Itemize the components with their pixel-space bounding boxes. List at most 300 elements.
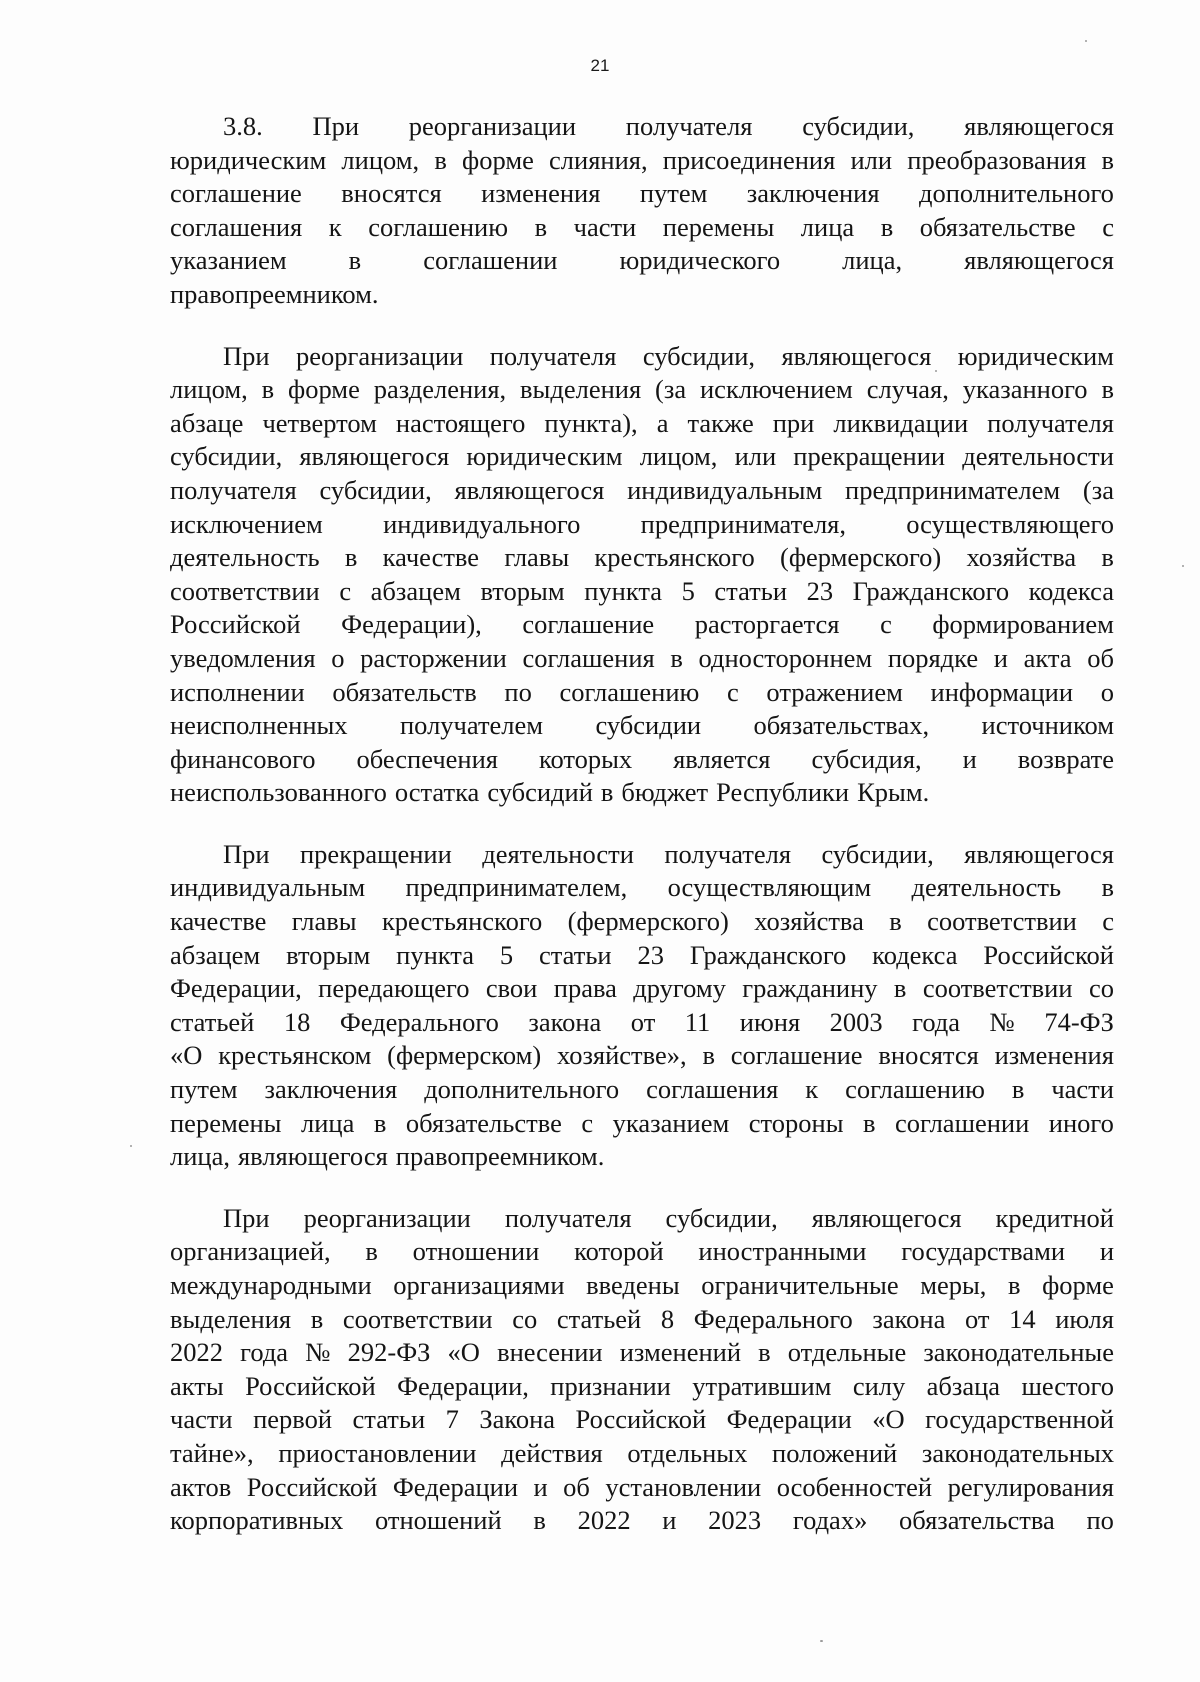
word: № (305, 1337, 331, 1368)
word: При (312, 111, 360, 141)
word: субсидии, (821, 838, 934, 869)
word: получателя (489, 340, 617, 371)
word: лица (301, 1107, 355, 1138)
word: являющегося (964, 245, 1114, 276)
word: качестве (382, 542, 480, 573)
word: крестьянском (218, 1040, 372, 1071)
word: со (1088, 973, 1114, 1004)
word: организацией, (170, 1236, 331, 1267)
text-line (170, 575, 1114, 609)
word: закона (528, 1006, 602, 1037)
word: четвертом (262, 407, 377, 438)
word: соглашению (368, 211, 509, 242)
text-line (170, 1235, 1114, 1269)
word: выделения (520, 374, 642, 405)
word: особенностей (776, 1471, 933, 1502)
word: с (727, 676, 739, 707)
word: исключением (170, 508, 323, 539)
word: (фермерского) (567, 906, 729, 937)
word: в (434, 144, 447, 175)
scan-speck (1085, 40, 1087, 42)
text-line (170, 1437, 1114, 1471)
word: вторым (286, 939, 371, 970)
text-line (170, 1303, 1114, 1337)
word: статьи (352, 1404, 426, 1435)
word: лицом, (170, 374, 248, 405)
text-line (170, 373, 1114, 407)
word: 23 (637, 939, 664, 970)
word: пункта), (544, 407, 638, 438)
word: субсидия, (811, 743, 922, 774)
word: юридическим (466, 441, 623, 472)
word: Федерации, (170, 973, 302, 1004)
word: (за (655, 374, 687, 405)
word: обязательстве (919, 211, 1076, 242)
word: в (1008, 1270, 1021, 1300)
word: июля (1055, 1303, 1114, 1334)
word: иностранными (698, 1236, 867, 1267)
word: путем (639, 178, 708, 209)
document-body (170, 110, 1114, 1566)
text-line (170, 144, 1114, 178)
word: заключения (264, 1074, 398, 1105)
word: статьей (170, 1006, 255, 1037)
word: соответствии (342, 1303, 493, 1334)
word: установлении (605, 1471, 762, 1502)
text-line (170, 211, 1114, 245)
word: являющегося (299, 441, 450, 472)
word: являющегося (237, 1141, 388, 1172)
word: хозяйства (966, 542, 1077, 573)
word: субсидий (487, 777, 593, 808)
word: года (912, 1006, 961, 1037)
word: части (573, 211, 637, 242)
word: получателя (625, 111, 753, 141)
word: а (656, 407, 669, 438)
word: являющегося (811, 1202, 962, 1233)
word: с (1102, 906, 1114, 937)
word: законодательные (923, 1337, 1114, 1368)
word: акты (170, 1370, 224, 1401)
word: дополнительного (424, 1074, 620, 1105)
word: Крым. (857, 777, 930, 808)
word: настоящего (395, 407, 526, 438)
word: к (328, 211, 342, 242)
word: обязательств (332, 676, 477, 707)
word: субсидии, (642, 340, 756, 371)
word: и (962, 743, 977, 774)
paragraph (170, 1202, 1114, 1538)
text-line (170, 407, 1114, 441)
word: от (630, 1006, 656, 1037)
word: годах» (792, 1505, 868, 1536)
word: реорганизации (408, 111, 577, 141)
word: При (223, 838, 270, 869)
text-line (170, 1039, 1114, 1073)
word: акта (1023, 642, 1072, 673)
word: которых (538, 743, 633, 774)
word: Российской (245, 1370, 376, 1401)
word: регулирования (947, 1471, 1114, 1502)
word: обеспечения (356, 743, 498, 774)
scan-speck (130, 1145, 132, 1147)
text-line (170, 905, 1114, 939)
word: законодательных (921, 1437, 1114, 1468)
word: соглашению (845, 1074, 985, 1105)
word: 3.8. (223, 111, 263, 141)
word: 23 (806, 575, 834, 606)
word: о (1100, 676, 1114, 707)
word: указанием (612, 1107, 730, 1138)
word: 2022 (577, 1505, 631, 1536)
word: международными (170, 1270, 372, 1300)
text-line (170, 776, 1114, 810)
word: в (365, 1236, 378, 1267)
word: путем (170, 1074, 238, 1105)
paragraph (170, 340, 1114, 810)
word: обязательства (899, 1505, 1055, 1536)
word: соглашение (170, 178, 302, 209)
word: Закона (479, 1404, 556, 1435)
word: прекращении (300, 838, 452, 869)
word: исключением (700, 374, 853, 405)
word: кодекса (872, 939, 958, 970)
paragraph (170, 110, 1114, 312)
word: (фермерском) (387, 1040, 542, 1071)
word: индивидуальным (170, 872, 366, 903)
word: силу (852, 1370, 906, 1401)
word: к (805, 1074, 819, 1105)
word: части (170, 1404, 233, 1435)
word: Республики (716, 777, 850, 808)
word: прекращении (793, 441, 946, 472)
word: соответствии (922, 973, 1073, 1004)
word: субсидии, (802, 111, 915, 141)
word: в (1101, 872, 1114, 903)
word: и (1099, 1236, 1114, 1267)
word: 11 (684, 1006, 711, 1037)
word: случая, (866, 374, 949, 405)
word: крестьянского (381, 906, 543, 937)
word: или (850, 144, 893, 175)
word: лица (800, 211, 855, 242)
word: юридическим (957, 340, 1114, 371)
word: в (758, 1337, 771, 1368)
word: пункта (396, 939, 474, 970)
word: одностороннем (698, 642, 873, 673)
text-line (170, 676, 1114, 710)
word: При (223, 1202, 270, 1233)
word: и (662, 1505, 677, 1536)
text-line (170, 110, 1114, 144)
word: отдельных (627, 1437, 748, 1468)
text-line (170, 743, 1114, 777)
word: абзацем (170, 939, 261, 970)
word: в (889, 906, 902, 937)
word: расторгается (694, 609, 840, 640)
text-line (170, 278, 1114, 312)
word: соответствии (170, 575, 320, 606)
text-line (170, 508, 1114, 542)
text-line (170, 972, 1114, 1006)
word: в (893, 973, 907, 1004)
word: признании (550, 1370, 671, 1401)
word: части (1051, 1074, 1114, 1105)
word: гражданину (742, 973, 878, 1004)
word: другому (633, 973, 726, 1004)
word: юридическим (170, 144, 327, 175)
word: по (504, 676, 532, 707)
word: июня (739, 1006, 801, 1037)
word: предпринимателем, (405, 872, 628, 903)
word: вторым (480, 575, 565, 606)
word: Федерации, (397, 1370, 529, 1401)
text-line (170, 1140, 1114, 1174)
word: лицом, (341, 144, 420, 175)
word: 14 (1009, 1303, 1036, 1334)
word: юридического (619, 245, 781, 276)
text-line (170, 709, 1114, 743)
word: деятельность (911, 872, 1062, 903)
word: выделения (170, 1303, 292, 1334)
word: перемены (662, 211, 775, 242)
word: При (223, 340, 270, 371)
scan-speck (1182, 565, 1184, 567)
word: расторжении (360, 642, 507, 673)
word: исполнении (170, 676, 305, 707)
word: указанием (170, 245, 287, 276)
word: получателя (987, 407, 1114, 438)
word: кодекса (1028, 575, 1114, 606)
word: с (880, 609, 892, 640)
word: соответствии (927, 906, 1077, 937)
word: в (863, 1107, 876, 1138)
word: изменений (619, 1337, 741, 1368)
word: Федерации), (341, 609, 482, 640)
word: источником (981, 710, 1114, 741)
word: являющегося (964, 111, 1114, 141)
word: статьи (539, 939, 612, 970)
word: разделения, (373, 374, 507, 405)
text-line (170, 1006, 1114, 1040)
word: лицом, (639, 441, 718, 472)
word: государствами (901, 1236, 1066, 1267)
page-number: 21 (590, 56, 610, 75)
word: индивидуального (383, 508, 581, 539)
word: субсидии, (319, 474, 432, 505)
word: которой (574, 1236, 664, 1267)
word: действия (501, 1437, 603, 1468)
word: неиспользованного (170, 777, 387, 808)
word: являющегося (781, 340, 932, 371)
word: 2023 (708, 1505, 762, 1536)
scan-speck (820, 1640, 823, 1642)
word: об (563, 1471, 590, 1502)
text-line (170, 608, 1114, 642)
word: в (1101, 542, 1114, 573)
word: указанного (962, 374, 1088, 405)
word: хозяйства (754, 906, 864, 937)
word: «О (872, 1404, 905, 1435)
word: 292-ФЗ (347, 1337, 431, 1368)
word: передающего (318, 973, 470, 1004)
word: или (734, 441, 777, 472)
word: Федерации (726, 1404, 852, 1435)
text-line (170, 340, 1114, 374)
word: Федерального (339, 1006, 499, 1037)
word: лица, (170, 1141, 230, 1172)
word: (за (1082, 474, 1114, 505)
word: главы (291, 906, 357, 937)
word: положений (772, 1437, 898, 1468)
word: соглашения (170, 211, 303, 242)
word: получателем (399, 710, 544, 741)
word: свои (485, 973, 538, 1004)
word: об (1087, 642, 1114, 673)
word: в (702, 1040, 715, 1071)
text-line (170, 1073, 1114, 1107)
word: слияния, (549, 144, 648, 175)
word: остатка (394, 777, 480, 808)
word: обязательствах, (753, 710, 930, 741)
word: Федерального (693, 1303, 853, 1334)
text-line (170, 1504, 1114, 1538)
text-line (170, 244, 1114, 278)
word: также (687, 407, 754, 438)
word: неисполненных (170, 710, 348, 741)
word: получателя (504, 1202, 632, 1233)
text-line (170, 1370, 1114, 1404)
word: о (331, 642, 345, 673)
word: соглашения (646, 1074, 779, 1105)
word: реорганизации (303, 1202, 471, 1233)
word: организациями (393, 1270, 565, 1300)
word: крестьянского (594, 542, 755, 573)
word: меры, (920, 1270, 987, 1300)
word: тайне», (170, 1437, 254, 1468)
word: в (880, 211, 894, 242)
word: «О (447, 1337, 480, 1368)
word: деятельности (482, 838, 634, 869)
word: абзаца (926, 1370, 1001, 1401)
word: с (1102, 211, 1114, 242)
word: 5 (499, 939, 514, 970)
word: форме (1042, 1270, 1114, 1300)
word: абзацем (370, 575, 461, 606)
word: присоединения (662, 144, 836, 175)
text-line (170, 939, 1114, 973)
word: Федерации (392, 1471, 519, 1502)
word: главы (504, 542, 570, 573)
word: осуществляющего (906, 508, 1114, 539)
word: внесении (497, 1337, 603, 1368)
word: 2022 (170, 1337, 223, 1368)
word: в (1011, 1074, 1025, 1105)
word: в (373, 1107, 387, 1138)
word: осуществляющим (667, 872, 872, 903)
word: являющегося (454, 474, 605, 505)
word: отношений (375, 1505, 502, 1536)
word: соглашении (895, 1107, 1030, 1138)
word: 5 (681, 575, 695, 606)
word: деятельность (170, 542, 320, 573)
word: иного (1048, 1107, 1114, 1138)
word: в (261, 374, 275, 405)
word: в (534, 211, 548, 242)
word: государственной (925, 1404, 1114, 1435)
word: закона (872, 1303, 946, 1334)
word: возврате (1017, 743, 1114, 774)
word: субсидии, (170, 441, 283, 472)
word: ограничительные (701, 1270, 899, 1300)
word: в (670, 642, 683, 673)
word: отдельные (787, 1337, 907, 1368)
text-line (170, 1269, 1114, 1303)
text-line (170, 642, 1114, 676)
word: в (533, 1505, 546, 1536)
word: соглашение (522, 609, 655, 640)
word: 8 (660, 1303, 675, 1334)
word: со (512, 1303, 538, 1334)
text-line (170, 1403, 1114, 1437)
text-line (170, 440, 1114, 474)
word: правопреемником. (395, 1141, 605, 1172)
word: Гражданского (689, 939, 847, 970)
word: пункта (584, 575, 663, 606)
word: и (993, 642, 1008, 673)
text-line (170, 1471, 1114, 1505)
text-line (170, 838, 1114, 872)
word: Российской (575, 1404, 707, 1435)
text-line (170, 871, 1114, 905)
word: статьей (556, 1303, 642, 1334)
word: кредитной (995, 1202, 1114, 1233)
text-line (170, 474, 1114, 508)
paragraph (170, 838, 1114, 1174)
word: Российской (246, 1471, 378, 1502)
word: приостановлении (278, 1437, 477, 1468)
word: Российской (170, 609, 301, 640)
word: получателя (664, 838, 792, 869)
word: уведомления (170, 642, 316, 673)
word: в (1101, 374, 1114, 405)
text-line (170, 1336, 1114, 1370)
word: 2003 (829, 1006, 883, 1037)
word: реорганизации (296, 340, 464, 371)
word: соглашении (423, 245, 558, 276)
word: абзаце (170, 407, 244, 438)
word: соглашение (730, 1040, 863, 1071)
word: (фермерского) (780, 542, 942, 573)
word: по (1086, 1505, 1114, 1536)
word: в (310, 1303, 324, 1334)
word: соглашению (559, 676, 700, 707)
word: 74-ФЗ (1044, 1006, 1114, 1037)
word: «О (170, 1040, 203, 1071)
word: утратившим (692, 1370, 832, 1401)
word: заключения (746, 178, 880, 209)
word: корпоративных (170, 1505, 344, 1536)
word: с (339, 575, 352, 606)
word: введены (586, 1270, 680, 1300)
word: и (533, 1471, 548, 1502)
word: № (989, 1006, 1015, 1037)
word: отражением (766, 676, 903, 707)
word: статьи (714, 575, 788, 606)
word: стороны (748, 1107, 844, 1138)
word: индивидуальным (627, 474, 823, 505)
word: при (772, 407, 815, 438)
